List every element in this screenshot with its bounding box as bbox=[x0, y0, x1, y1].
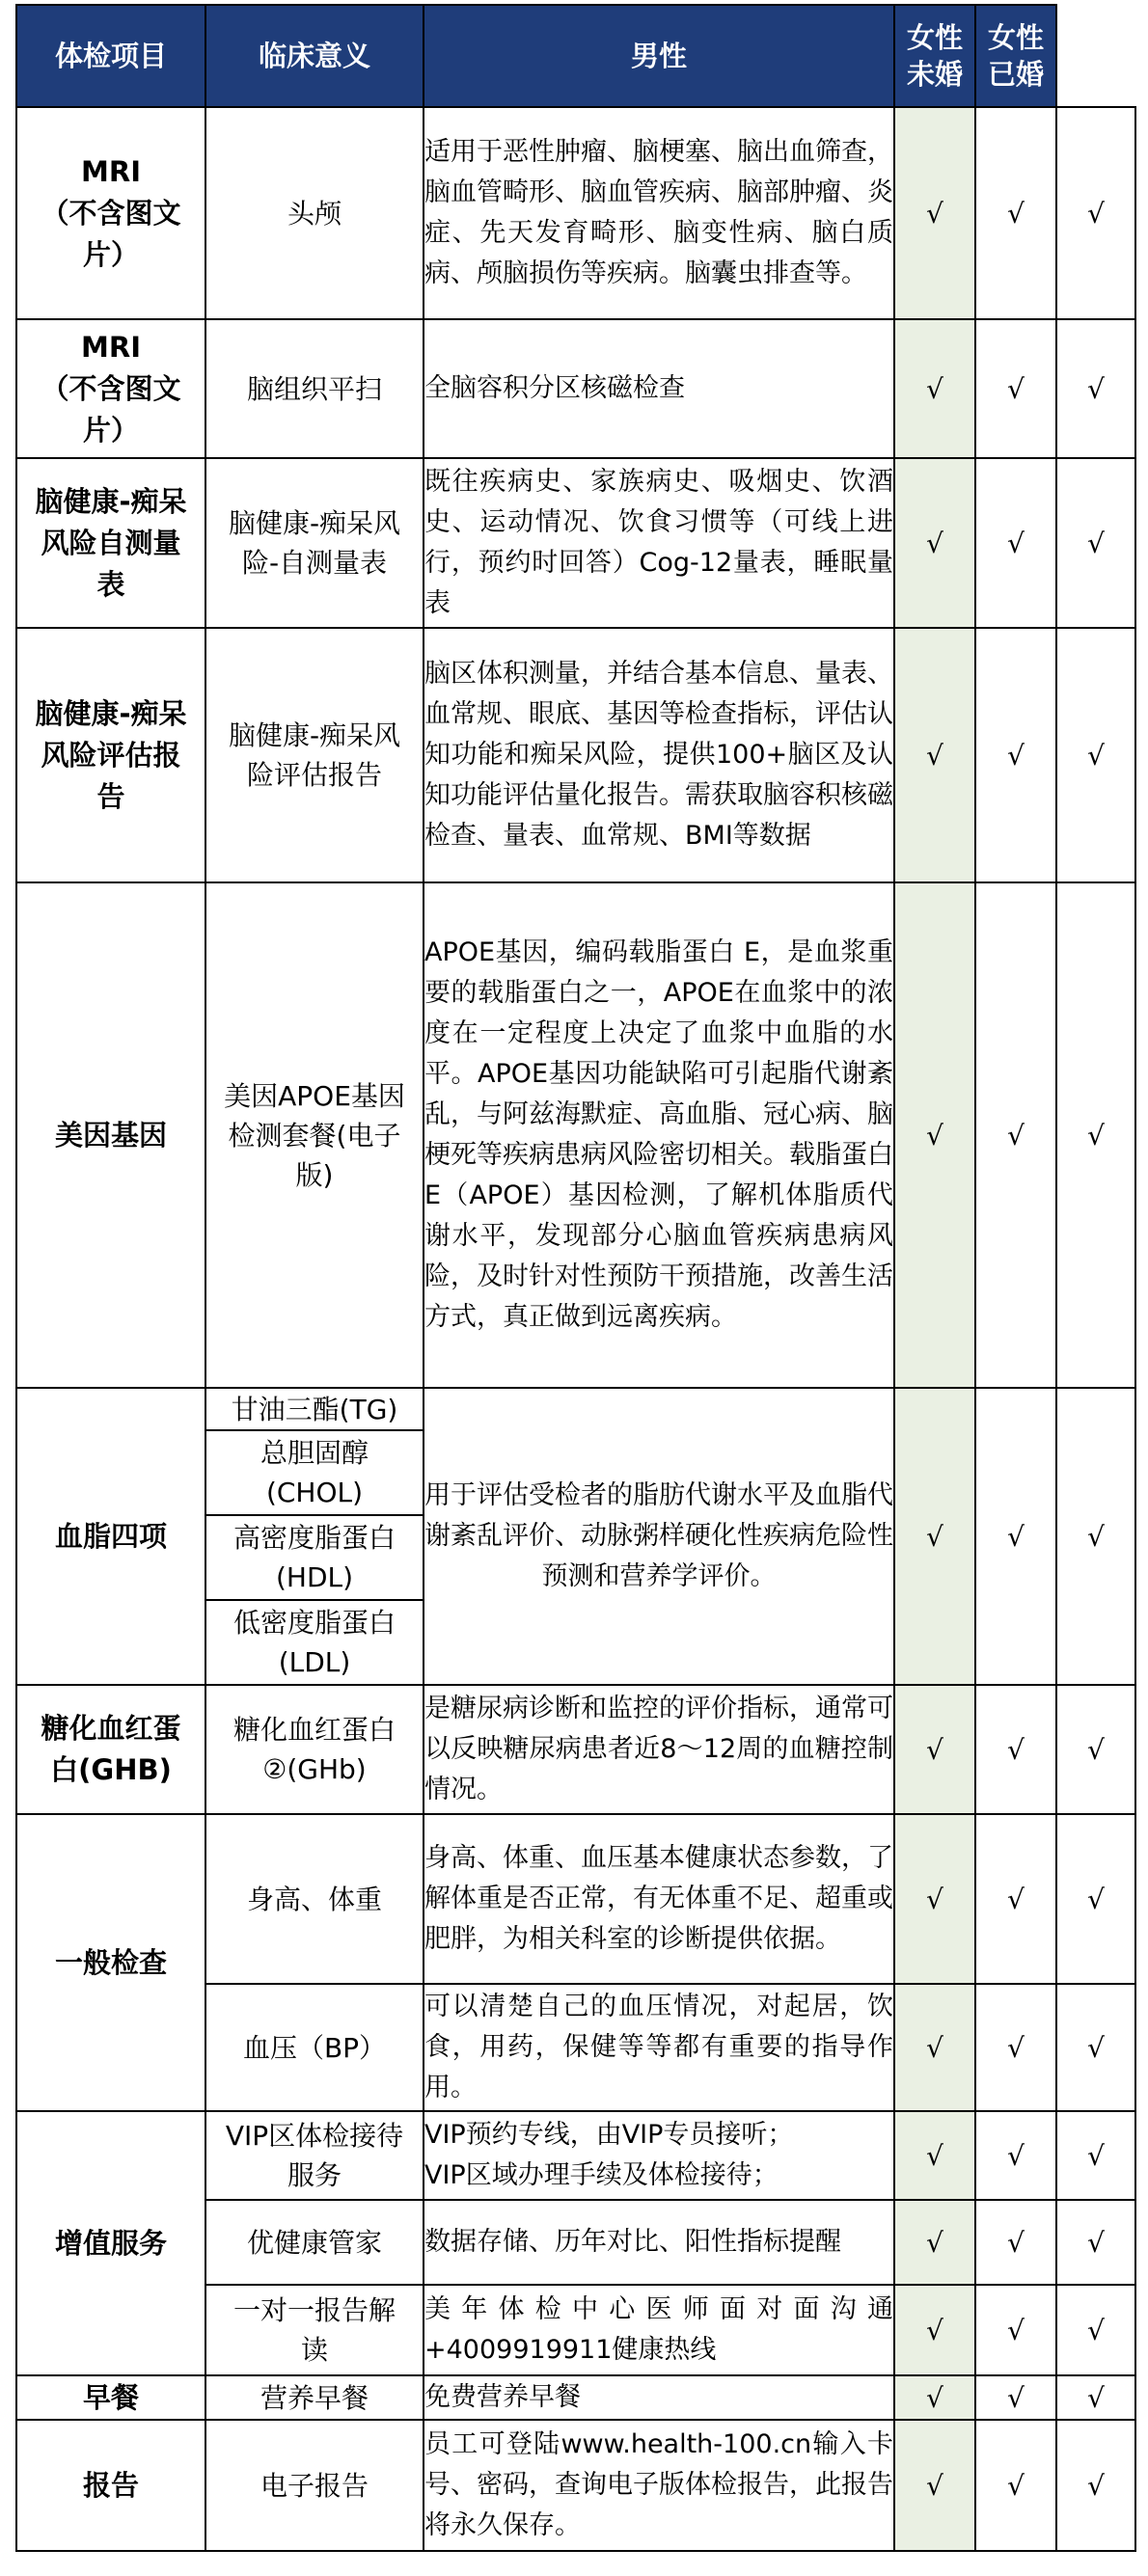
row-item: 美因APOE基因 检测套餐(电子 版) bbox=[205, 882, 424, 1388]
table-row bbox=[16, 2420, 1135, 2551]
check-female-married: √ bbox=[1056, 2285, 1135, 2375]
table-row bbox=[16, 107, 1135, 319]
check-female-married: √ bbox=[1056, 882, 1135, 1388]
row-item: 糖化血红蛋白 ②(GHb) bbox=[205, 1685, 424, 1814]
row-item: 一对一报告解 读 bbox=[205, 2285, 424, 2375]
row-meaning: 员工可登陆www.health-100.cn输入卡号、密码，查询电子版体检报告，此报告将永久保存。 bbox=[424, 2420, 894, 2551]
check-female-married: √ bbox=[1056, 1388, 1135, 1685]
row-meaning: 全脑容积分区核磁检查 bbox=[424, 319, 894, 458]
row-item: 头颅 bbox=[205, 107, 424, 319]
row-category: 脑健康-痴呆 风险自测量 表 bbox=[16, 458, 205, 628]
row-item: 优健康管家 bbox=[205, 2200, 424, 2285]
check-female-married: √ bbox=[1056, 2111, 1135, 2200]
table-row bbox=[16, 1388, 1135, 1430]
row-category: 报告 bbox=[16, 2420, 205, 2551]
check-female-married: √ bbox=[1056, 628, 1135, 882]
check-female-married: √ bbox=[1056, 1685, 1135, 1814]
check-female-single: √ bbox=[975, 2375, 1056, 2420]
row-category: 早餐 bbox=[16, 2375, 205, 2420]
header-male: 男性 bbox=[424, 5, 894, 107]
row-category: 血脂四项 bbox=[16, 1388, 205, 1685]
row-category: 一般检查 bbox=[16, 1814, 205, 2111]
table-row bbox=[16, 882, 1135, 1388]
row-item: 低密度脂蛋白 (LDL) bbox=[205, 1600, 424, 1685]
row-meaning: 身高、体重、血压基本健康状态参数，了解体重是否正常，有无体重不足、超重或肥胖，为相关科室的诊断提供依据。 bbox=[424, 1814, 894, 1984]
row-meaning: 可以清楚自己的血压情况，对起居，饮食，用药，保健等等都有重要的指导作用。 bbox=[424, 1984, 894, 2111]
check-male: √ bbox=[894, 882, 975, 1388]
check-female-single: √ bbox=[975, 2111, 1056, 2200]
row-item: 血压（BP） bbox=[205, 1984, 424, 2111]
row-item: 高密度脂蛋白 (HDL) bbox=[205, 1515, 424, 1600]
check-male: √ bbox=[894, 458, 975, 628]
row-category: 增值服务 bbox=[16, 2111, 205, 2375]
check-male: √ bbox=[894, 2285, 975, 2375]
check-female-single: √ bbox=[975, 107, 1056, 319]
row-meaning: 适用于恶性肿瘤、脑梗塞、脑出血筛查，脑血管畸形、脑血管疾病、脑部肿瘤、炎症、先天发育畸形、脑变性病、脑白质病、颅脑损伤等疾病。脑囊虫排查等。 bbox=[424, 107, 894, 319]
row-meaning: 是糖尿病诊断和监控的评价指标，通常可以反映糖尿病患者近8～12周的血糖控制情况。 bbox=[424, 1685, 894, 1814]
check-male: √ bbox=[894, 319, 975, 458]
check-male: √ bbox=[894, 2200, 975, 2285]
check-female-single: √ bbox=[975, 2285, 1056, 2375]
row-item: 身高、体重 bbox=[205, 1814, 424, 1984]
check-female-married: √ bbox=[1056, 2420, 1135, 2551]
row-meaning: 免费营养早餐 bbox=[424, 2375, 894, 2420]
header-female-single: 女性 未婚 bbox=[894, 5, 975, 107]
header-female-married: 女性 已婚 bbox=[975, 5, 1056, 107]
row-category: MRI （不含图文 片） bbox=[16, 107, 205, 319]
check-male: √ bbox=[894, 628, 975, 882]
check-female-single: √ bbox=[975, 2420, 1056, 2551]
row-item: 电子报告 bbox=[205, 2420, 424, 2551]
row-meaning: 用于评估受检者的脂肪代谢水平及血脂代谢紊乱评价、动脉粥样硬化性疾病危险性预测和营养学评价。 bbox=[424, 1388, 894, 1685]
row-item: 总胆固醇 (CHOL) bbox=[205, 1430, 424, 1515]
check-female-single: √ bbox=[975, 1814, 1056, 1984]
row-item: VIP区体检接待 服务 bbox=[205, 2111, 424, 2200]
table-row bbox=[16, 319, 1135, 458]
table-row bbox=[16, 1814, 1135, 1984]
row-item: 脑组织平扫 bbox=[205, 319, 424, 458]
check-female-single: √ bbox=[975, 319, 1056, 458]
check-female-single: √ bbox=[975, 458, 1056, 628]
table-row bbox=[16, 1685, 1135, 1814]
check-female-single: √ bbox=[975, 1984, 1056, 2111]
table-row bbox=[16, 2111, 1135, 2200]
check-female-single: √ bbox=[975, 628, 1056, 882]
check-female-married: √ bbox=[1056, 1984, 1135, 2111]
table-row bbox=[16, 2375, 1135, 2420]
check-female-married: √ bbox=[1056, 1814, 1135, 1984]
row-item: 营养早餐 bbox=[205, 2375, 424, 2420]
row-meaning: 美年体检中心医师面对面沟通+4009919911健康热线 bbox=[424, 2285, 894, 2375]
check-male: √ bbox=[894, 2375, 975, 2420]
check-male: √ bbox=[894, 2111, 975, 2200]
check-female-married: √ bbox=[1056, 458, 1135, 628]
check-female-married: √ bbox=[1056, 2375, 1135, 2420]
check-female-married: √ bbox=[1056, 2200, 1135, 2285]
check-female-single: √ bbox=[975, 2200, 1056, 2285]
check-female-married: √ bbox=[1056, 319, 1135, 458]
row-item: 脑健康-痴呆风 险评估报告 bbox=[205, 628, 424, 882]
check-female-married: √ bbox=[1056, 107, 1135, 319]
check-male: √ bbox=[894, 107, 975, 319]
check-female-single: √ bbox=[975, 1388, 1056, 1685]
check-male: √ bbox=[894, 1814, 975, 1984]
row-category: 美因基因 bbox=[16, 882, 205, 1388]
row-meaning: VIP预约专线，由VIP专员接听； VIP区域办理手续及体检接待； bbox=[424, 2111, 894, 2200]
table-header-row bbox=[16, 5, 1135, 107]
header-meaning: 临床意义 bbox=[205, 5, 424, 107]
check-male: √ bbox=[894, 1388, 975, 1685]
check-male: √ bbox=[894, 1984, 975, 2111]
table-row bbox=[16, 628, 1135, 882]
exam-items-table bbox=[15, 4, 1136, 2552]
row-meaning: APOE基因，编码载脂蛋白 E，是血浆重要的载脂蛋白之一，APOE在血浆中的浓度在一定程度上决定了血浆中血脂的水平。APOE基因功能缺陷可引起脂代谢紊乱，与阿兹海默症、高血脂、冠心病、脑梗死等疾病患病风险密切相关。载脂蛋白E（APOE）基因检测，了解机体脂质代谢水平，发现部分心脑血管疾病患病风险，及时针对性预防干预措施，改善生活方式，真正做到远离疾病。 bbox=[424, 882, 894, 1388]
check-male: √ bbox=[894, 1685, 975, 1814]
row-item: 甘油三酯(TG) bbox=[205, 1388, 424, 1430]
row-item: 脑健康-痴呆风 险-自测量表 bbox=[205, 458, 424, 628]
row-category: MRI （不含图文 片） bbox=[16, 319, 205, 458]
check-female-single: √ bbox=[975, 882, 1056, 1388]
check-male: √ bbox=[894, 2420, 975, 2551]
row-category: 糖化血红蛋 白(GHB) bbox=[16, 1685, 205, 1814]
row-category: 脑健康-痴呆 风险评估报 告 bbox=[16, 628, 205, 882]
row-meaning: 既往疾病史、家族病史、吸烟史、饮酒史、运动情况、饮食习惯等（可线上进行，预约时回答）Cog-12量表，睡眠量表 bbox=[424, 458, 894, 628]
check-female-single: √ bbox=[975, 1685, 1056, 1814]
table-row bbox=[16, 458, 1135, 628]
header-item: 体检项目 bbox=[16, 5, 205, 107]
row-meaning: 脑区体积测量，并结合基本信息、量表、血常规、眼底、基因等检查指标，评估认知功能和痴呆风险，提供100+脑区及认知功能评估量化报告。需获取脑容积核磁检查、量表、血常规、BMI等数据 bbox=[424, 628, 894, 882]
row-meaning: 数据存储、历年对比、阳性指标提醒 bbox=[424, 2200, 894, 2285]
